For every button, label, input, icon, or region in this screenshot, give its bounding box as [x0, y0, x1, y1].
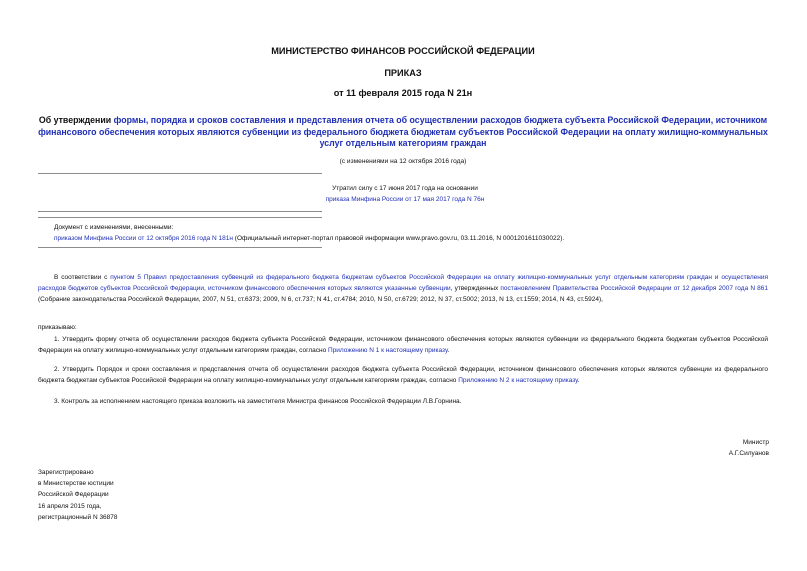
item-2-paragraph	[38, 364, 768, 386]
signature-position: Министр	[742, 439, 769, 446]
appendix-2-link[interactable]: Приложению N 2 к настоящему приказу	[458, 377, 578, 384]
divider-4	[38, 247, 322, 248]
doc-type-heading: ПРИКАЗ	[384, 68, 422, 78]
appendix-1-link[interactable]: Приложению N 1 к настоящему приказу	[328, 347, 448, 354]
registration-line: 16 апреля 2015 года,	[38, 502, 102, 510]
item-2-end: .	[577, 377, 580, 384]
registration-line: Зарегистрировано	[38, 469, 94, 476]
registration-line: в Министерстве юстиции	[38, 480, 114, 488]
divider-2	[38, 211, 322, 212]
item-1-end: .	[447, 347, 450, 354]
title-link[interactable]: формы, порядка и сроков составления и представления отчета об осуществлении расходов бюджета субъекта Российской Федерации, источником финансового обеспечения которых являются субвенции из федерального бюджета бюджетам субъектов Российской Федерации на оплату жилищно-коммунальных услуг отдельным категориям граждан	[38, 115, 768, 149]
divider-1	[38, 173, 322, 174]
preamble-link-resolution[interactable]: постановлением Правительства Российской Федерации от 12 декабря 2007 года N 861	[500, 285, 768, 292]
order-word: приказываю:	[38, 324, 77, 331]
changes-block	[54, 222, 774, 244]
changes-link[interactable]: приказом Минфина России от 12 октября 2016 года N 181н	[54, 235, 233, 242]
changes-label: Документ с изменениями, внесенными:	[54, 224, 174, 231]
divider-3	[38, 217, 322, 218]
lost-force-text: Утратил силу с 17 июня 2017 года на основании	[332, 185, 478, 192]
signature-name: А.Г.Силуанов	[728, 450, 769, 457]
registration-line: регистрационный N 36878	[38, 513, 118, 521]
item-1-paragraph	[38, 334, 768, 356]
preamble-paragraph	[38, 272, 768, 305]
document-title	[38, 115, 768, 150]
registration-line: Российской Федерации	[38, 491, 109, 499]
item-1-text: 1. Утвердить форму отчета об осуществлении расходов бюджета субъекта Российской Федерации, источником финансового обеспечения которых являются субвенции из федерального бюджета бюджетам субъектов Российской Федерации на оплату жилищно-коммунальных услуг отдельным категориям граждан, согласно	[38, 336, 768, 354]
preamble-link-rules[interactable]: пунктом 5 Правил предоставления субвенций из федерального бюджета бюджетам субъектов Российской Федерации на оплату жилищно-коммунальных услуг отдельным категориям граждан и осуществления расходов бюджетов субъектов Российской Федерации, источником финансового обеспечения которых являются указанные субвенции	[38, 274, 769, 292]
changes-rest: (Официальный интернет-портал правовой информации www.pravo.gov.ru, 03.11.2016, N 0001201611030022).	[232, 235, 565, 242]
changes-line	[54, 233, 774, 244]
signature-block	[729, 437, 769, 459]
item-2-text: 2. Утвердить Порядок и сроки составления и представления отчета об осуществлении расходов бюджета субъекта Российской Федерации, источником финансового обеспечения которых являются субвенции из федерального бюджета бюджетам субъектов Российской Федерации на оплату жилищно-коммунальных услуг отдельным категориям граждан, согласно	[38, 366, 768, 384]
ministry-heading: МИНИСТЕРСТВО ФИНАНСОВ РОССИЙСКОЙ ФЕДЕРАЦИИ	[271, 46, 535, 56]
registration-block	[38, 467, 118, 523]
preamble-text-3: (Собрание законодательства Российской Федерации, 2007, N 51, ст.6373; 2009, N 6, ст.737; N 41, ст.4784; 2010, N 50, ст.6729; 2012, N 37, ст.5002; 2013, N 13, ст.1559; 2014, N 43, ст.5924),	[38, 296, 603, 303]
amendment-note: (с изменениями на 12 октября 2016 года)	[339, 158, 467, 165]
lost-force-block	[300, 183, 510, 205]
preamble-text-1: В соответствии с	[54, 274, 111, 281]
doc-date-number: от 11 февраля 2015 года N 21н	[333, 88, 473, 98]
item-3-text: 3. Контроль за исполнением настоящего приказа возложить на заместителя Министра финансов Российской Федерации Л.В.Горнина.	[54, 398, 462, 405]
title-prefix: Об утверждении	[38, 115, 114, 125]
item-3-paragraph	[38, 396, 768, 407]
lost-force-link[interactable]: приказа Минфина России от 17 мая 2017 года N 76н	[325, 196, 485, 203]
preamble-text-2: , утвержденных	[450, 285, 501, 292]
